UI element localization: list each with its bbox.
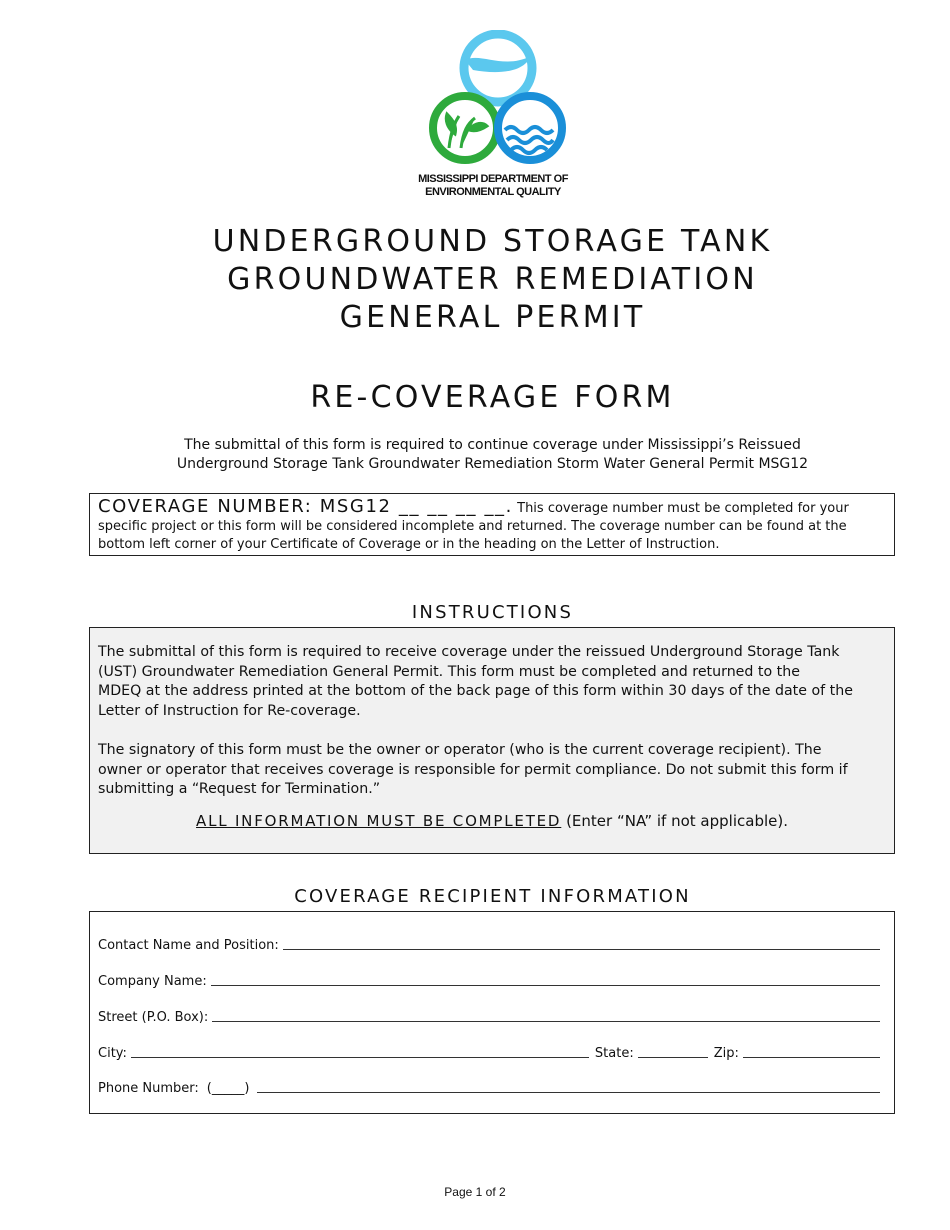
recipient-info-box <box>89 911 895 1114</box>
phone-number-input[interactable] <box>257 1080 880 1093</box>
wave-icon-2 <box>507 137 553 143</box>
instructions-p1-line: MDEQ at the address printed at the bottom of the back page of this form within 30 days of the date of the <box>98 683 853 700</box>
state-label: State: <box>594 1046 634 1061</box>
mdeq-logo-graphic <box>403 30 583 170</box>
street-input[interactable] <box>212 1009 880 1022</box>
intro-line2: Underground Storage Tank Groundwater Remediation Storm Water General Permit MSG12 <box>176 456 809 472</box>
coverage-note-line2: specific project or this form will be considered incomplete and returned. The coverage number can be found at the <box>98 519 847 534</box>
title-line1: UNDERGROUND STORAGE TANK <box>212 224 773 259</box>
all-info-required-underlined: ALL INFORMATION MUST BE COMPLETED <box>196 811 562 830</box>
phone-label: Phone Number: <box>98 1081 199 1096</box>
phone-row <box>98 1076 880 1096</box>
wave-icon <box>505 127 553 133</box>
company-name-label: Company Name: <box>98 974 207 989</box>
instructions-p2-line: owner or operator that receives coverage is responsible for permit compliance. Do not submit this form if <box>98 761 848 778</box>
instructions-p1-line: (UST) Groundwater Remediation General Permit. This form must be completed and returned to the <box>98 663 800 680</box>
paragraph-gap <box>98 721 886 741</box>
recipient-heading: COVERAGE RECIPIENT INFORMATION <box>294 886 691 907</box>
cloud-swirl-icon <box>465 56 531 72</box>
city-label: City: <box>98 1046 127 1061</box>
contact-name-input[interactable] <box>283 937 880 950</box>
instructions-p2-line: The signatory of this form must be the owner or operator (who is the current coverage recipient). The <box>98 741 822 758</box>
instructions-p2-line: submitting a “Request for Termination.” <box>98 781 381 798</box>
company-name-input[interactable] <box>211 973 880 986</box>
coverage-number-box <box>89 493 895 556</box>
zip-input[interactable] <box>743 1045 880 1058</box>
phone-area-code-input[interactable]: (_____) <box>206 1081 250 1096</box>
coverage-note-line1: This coverage number must be completed for your <box>517 501 849 516</box>
city-state-zip-row <box>98 1041 880 1061</box>
instructions-p1-line: Letter of Instruction for Re-coverage. <box>98 702 361 719</box>
coverage-note-line3: bottom left corner of your Certificate of Coverage or in the heading on the Letter of Instruction. <box>98 537 720 552</box>
contact-name-label: Contact Name and Position: <box>98 938 279 953</box>
all-info-required-rest: (Enter “NA” if not applicable). <box>561 811 788 830</box>
state-input[interactable] <box>638 1045 708 1058</box>
zip-label: Zip: <box>713 1046 739 1061</box>
street-row <box>98 1005 880 1025</box>
wave-icon-3 <box>511 147 547 153</box>
coverage-number-field[interactable]: COVERAGE NUMBER: MSG12 __ __ __ __. <box>98 496 513 517</box>
logo-text-line1: MISSISSIPPI DEPARTMENT OF <box>418 173 568 185</box>
instructions-p1-line: The submittal of this form is required to receive coverage under the reissued Underground Storage Tank <box>98 644 840 660</box>
title-line2: GROUNDWATER REMEDIATION <box>227 262 758 297</box>
instructions-box <box>89 627 895 854</box>
city-input[interactable] <box>131 1045 589 1058</box>
contact-name-row <box>98 933 880 953</box>
plant-icon <box>446 114 487 148</box>
title-line3: GENERAL PERMIT <box>339 300 646 335</box>
instructions-heading: INSTRUCTIONS <box>411 602 574 623</box>
company-name-row <box>98 969 880 989</box>
intro-line1: The submittal of this form is required to continue coverage under Mississippi’s Reissued <box>184 437 801 453</box>
page-number: Page 1 of 2 <box>444 1185 506 1199</box>
form-title: RE-COVERAGE FORM <box>310 380 675 415</box>
all-info-required-note <box>98 812 886 832</box>
street-label: Street (P.O. Box): <box>98 1010 209 1025</box>
mdeq-logo <box>403 30 583 205</box>
coverage-line1 <box>98 498 886 518</box>
logo-text-line2: ENVIRONMENTAL QUALITY <box>425 186 561 198</box>
